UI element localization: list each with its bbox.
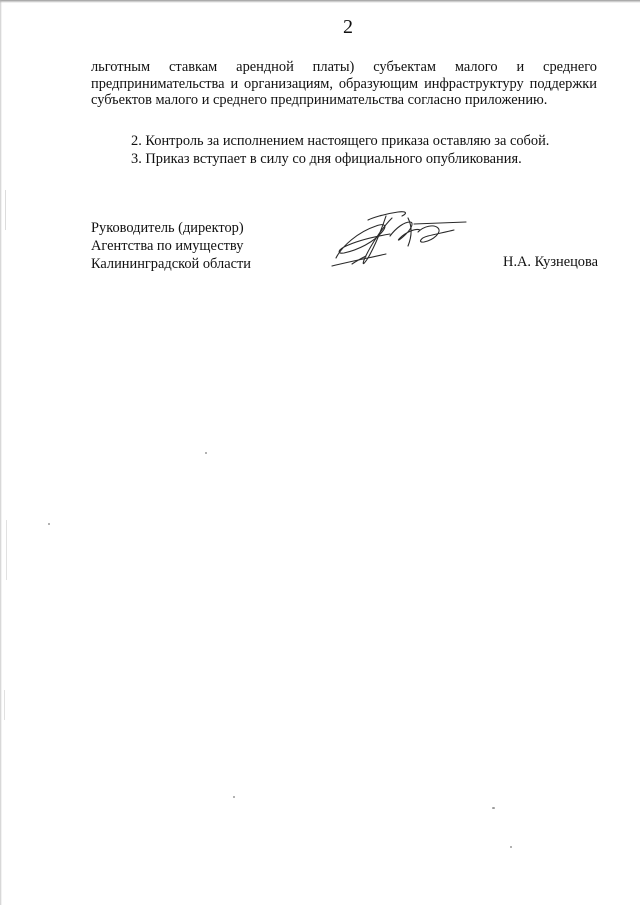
signatory-position <box>91 219 251 273</box>
scan-speck <box>4 690 5 720</box>
scan-speck <box>233 796 235 798</box>
scan-edge-top <box>0 0 640 3</box>
handwritten-signature <box>328 206 468 272</box>
body-paragraph-continued: льготным ставкам арендной платы) субъектам малого и среднего предпринимательства и организациям, образующим инфраструктуру поддержки субъектов малого и среднего предпринимательства согласно приложению. <box>91 59 597 108</box>
page-number: 2 <box>343 16 353 38</box>
scan-edge-left <box>0 0 2 905</box>
body-item-2: 2. Контроль за исполнением настоящего приказа оставляю за собой. <box>131 133 550 149</box>
signatory-position-line-1: Руководитель (директор) <box>91 220 244 236</box>
scan-speck <box>510 846 512 848</box>
body-item-3: 3. Приказ вступает в силу со дня официального опубликования. <box>131 151 522 167</box>
scan-speck <box>5 190 6 230</box>
scan-speck <box>6 520 7 580</box>
signatory-position-line-3: Калининградской области <box>91 256 251 272</box>
signatory-position-line-2: Агентства по имуществу <box>91 238 244 254</box>
scan-speck <box>205 452 207 454</box>
scan-speck <box>48 523 50 525</box>
signatory-name: Н.А. Кузнецова <box>503 254 598 270</box>
scan-speck <box>492 807 495 809</box>
